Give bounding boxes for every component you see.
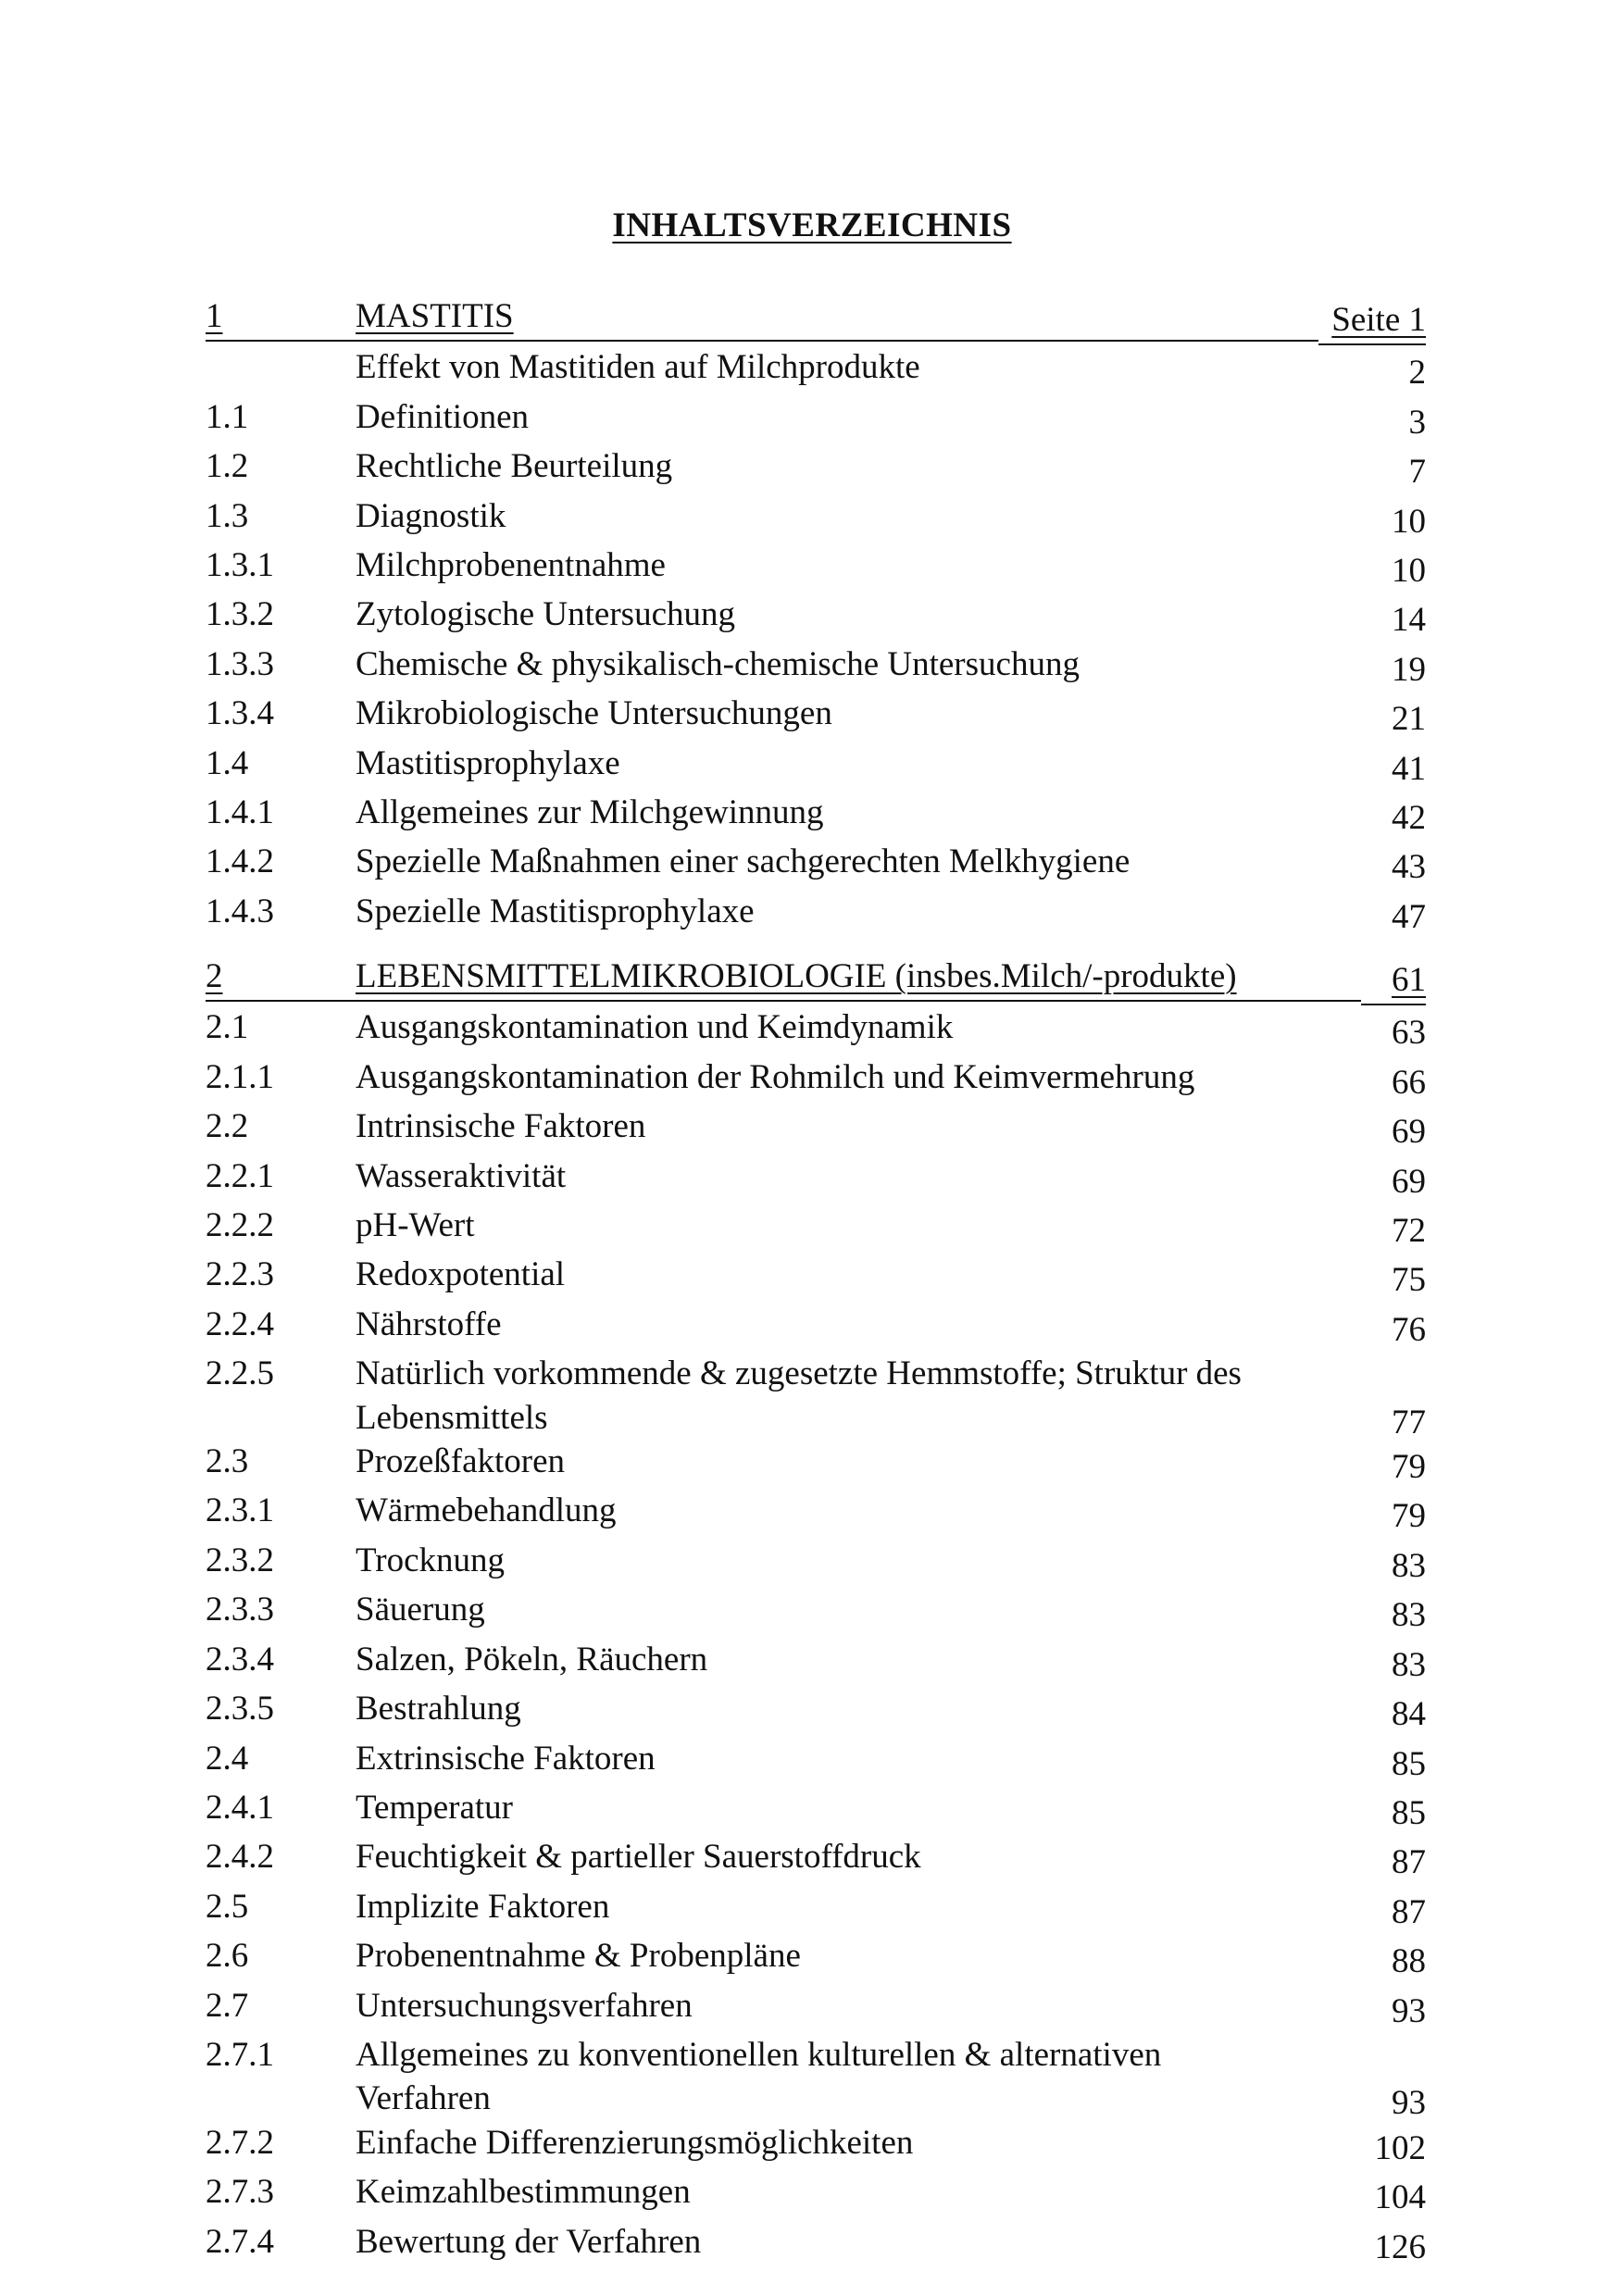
toc-entry-title — [356, 345, 1352, 389]
toc-entry-number: 2.2.3 — [206, 1255, 274, 1294]
toc-entry-title-line: Wasseraktivität — [356, 1156, 567, 1195]
toc-entry-page: 19 — [1392, 650, 1426, 689]
toc-entry-title-line: Verfahren — [356, 2079, 491, 2118]
toc-entry-title-line: Keimzahlbestimmungen — [356, 2173, 691, 2212]
toc-entry-title-line: Probenentnahme & Probenpläne — [356, 1937, 801, 1976]
toc-entry — [206, 543, 1426, 593]
toc-entry-page: 2 — [1408, 354, 1426, 393]
toc-entry-page: 63 — [1392, 1014, 1426, 1053]
toc-entry-number: 1.4.1 — [206, 793, 274, 832]
toc-entry-title — [356, 1885, 1352, 1928]
toc-entry-title — [356, 395, 1352, 439]
toc-entry-number: 2.1 — [206, 1008, 249, 1047]
toc-entry-page: 79 — [1392, 1497, 1426, 1536]
toc-entry-title — [356, 1835, 1352, 1878]
toc-entry-title — [356, 543, 1352, 587]
toc-entry-page: 83 — [1392, 1596, 1426, 1635]
toc-entry-title-line: Nährstoffe — [356, 1304, 502, 1343]
toc-entry — [206, 1588, 1426, 1637]
toc-entry-title-line: Definitionen — [356, 397, 530, 436]
toc-section-title: LEBENSMITTELMIKROBIOLOGIE (insbes.Milch/-produkte) — [356, 955, 1361, 1002]
toc-entry-page: 126 — [1374, 2227, 1426, 2266]
toc-entry-number: 1.3.1 — [206, 546, 274, 585]
toc-entry-number: 2.2 — [206, 1107, 249, 1146]
toc-entry-page: 85 — [1392, 1744, 1426, 1783]
toc-entry-title — [356, 2220, 1352, 2264]
toc-entry-page: 83 — [1392, 1645, 1426, 1684]
toc-entry-number: 2.2.5 — [206, 1354, 274, 1393]
toc-entry-number: 2.2.4 — [206, 1304, 274, 1343]
toc-entry-title-line: Mastitisprophylaxe — [356, 743, 620, 782]
toc-entries — [206, 345, 1426, 939]
toc-entry-page: 41 — [1392, 749, 1426, 788]
toc-entry-title — [356, 2121, 1352, 2165]
toc-entry-number: 2.7.1 — [206, 2035, 274, 2074]
toc-entry-number: 2.4 — [206, 1739, 249, 1778]
toc-entry-title-line: Mikrobiologische Untersuchungen — [356, 694, 832, 733]
toc-entry — [206, 1489, 1426, 1538]
toc-entry-page: 88 — [1392, 1942, 1426, 1981]
toc-entry-title-line: Lebensmittels — [356, 1398, 548, 1437]
toc-entry — [206, 1253, 1426, 1302]
toc-entry — [206, 1984, 1426, 2033]
toc-section-heading — [206, 955, 1426, 1005]
toc-entry-title — [356, 791, 1352, 834]
toc-entry — [206, 395, 1426, 444]
toc-section-mastitis — [206, 294, 1426, 939]
toc-entry — [206, 1104, 1426, 1154]
toc-entry-number: 2.3.5 — [206, 1690, 274, 1728]
toc-entry-title — [356, 444, 1352, 488]
toc-entry-title — [356, 1638, 1352, 1681]
toc-entry-title-line: Prozeßfaktoren — [356, 1442, 566, 1481]
toc-entry — [206, 1303, 1426, 1352]
toc-entry-title-line: Intrinsische Faktoren — [356, 1107, 646, 1146]
toc-entry-number: 2.3.1 — [206, 1491, 274, 1530]
toc-entry-title — [356, 1303, 1352, 1346]
toc-entry-title — [356, 1204, 1352, 1247]
toc-entry-page: 47 — [1392, 897, 1426, 936]
toc-entry-page: 75 — [1392, 1261, 1426, 1300]
toc-entry-title — [356, 593, 1352, 636]
toc-entry-title-line: pH-Wert — [356, 1206, 475, 1245]
toc-entry-title — [356, 1154, 1352, 1198]
toc-entry-number: 1.1 — [206, 397, 249, 436]
toc-entry — [206, 1687, 1426, 1736]
toc-entry-title-line: Chemische & physikalisch-chemische Untersuchung — [356, 644, 1080, 683]
toc-entries — [206, 1005, 1426, 2269]
toc-entry-page: 21 — [1392, 700, 1426, 739]
toc-entry-number: 2.4.1 — [206, 1788, 274, 1827]
toc-entry — [206, 643, 1426, 692]
toc-entry-number: 1.4 — [206, 743, 249, 782]
toc-entry-page: 14 — [1392, 601, 1426, 640]
toc-entry-title-line: Redoxpotential — [356, 1255, 566, 1294]
toc-entry-title-line: Allgemeines zu konventionellen kulturellen & alternativen — [356, 2035, 1162, 2074]
toc-entry-page: 85 — [1392, 1793, 1426, 1832]
toc-entry — [206, 1352, 1426, 1440]
toc-entry-title-line: Bestrahlung — [356, 1690, 521, 1728]
toc-entry-title — [356, 692, 1352, 735]
toc-entry-title — [356, 1539, 1352, 1582]
toc-entry-page: 69 — [1392, 1113, 1426, 1152]
toc-section-page: 61 — [1361, 955, 1426, 1005]
toc-entry-title — [356, 1352, 1352, 1440]
toc-entry — [206, 1885, 1426, 1934]
toc-entry-title — [356, 1055, 1352, 1099]
toc-entry-number: 2.3 — [206, 1442, 249, 1481]
toc-section-page: Seite 1 — [1318, 294, 1426, 345]
toc-entry-title — [356, 1489, 1352, 1532]
toc-entry-title-line: Natürlich vorkommende & zugesetzte Hemmstoffe; Struktur des — [356, 1354, 1242, 1393]
toc-entry-title-line: Implizite Faktoren — [356, 1887, 610, 1926]
toc-entry-title — [356, 742, 1352, 785]
toc-entry-page: 43 — [1392, 848, 1426, 887]
toc-entry-title-line: Säuerung — [356, 1591, 485, 1629]
toc-entry — [206, 1055, 1426, 1104]
toc-entry — [206, 890, 1426, 939]
toc-entry-page: 77 — [1392, 1403, 1426, 1441]
toc-entry-title — [356, 890, 1352, 933]
toc-entry-page: 83 — [1392, 1546, 1426, 1585]
toc-entry-title — [356, 1934, 1352, 1978]
toc-entry — [206, 1154, 1426, 1204]
toc-entry-title — [356, 643, 1352, 686]
toc-entry-title-line: Ausgangskontamination der Rohmilch und Keimvermehrung — [356, 1057, 1195, 1096]
toc-entry-number: 1.3.3 — [206, 644, 274, 683]
toc-entry-page: 10 — [1392, 552, 1426, 591]
toc-entry-title-line: Ausgangskontamination und Keimdynamik — [356, 1008, 954, 1047]
toc-entry — [206, 1835, 1426, 1884]
toc-entry — [206, 2033, 1426, 2121]
toc-entry-page: 10 — [1392, 502, 1426, 541]
toc-entry-number: 1.3 — [206, 496, 249, 535]
toc-entry — [206, 2170, 1426, 2219]
toc-entry-title-line: Trocknung — [356, 1541, 506, 1579]
toc-entry — [206, 2121, 1426, 2170]
toc-entry — [206, 345, 1426, 394]
toc-entry-title-line: Wärmebehandlung — [356, 1491, 617, 1530]
toc-entry — [206, 593, 1426, 642]
toc-entry-page: 93 — [1392, 2084, 1426, 2123]
toc-entry-page: 42 — [1392, 799, 1426, 838]
toc-entry — [206, 1934, 1426, 1983]
toc-entry-page: 87 — [1392, 1892, 1426, 1931]
toc-entry-title-line: Untersuchungsverfahren — [356, 1986, 693, 2025]
toc-entry-title-line: Effekt von Mastitiden auf Milchprodukte — [356, 348, 920, 387]
toc-entry-number: 2.5 — [206, 1887, 249, 1926]
toc-entry-page: 84 — [1392, 1695, 1426, 1734]
toc-entry — [206, 742, 1426, 791]
toc-entry-page: 3 — [1408, 403, 1426, 442]
toc-entry — [206, 840, 1426, 889]
toc-section-number: 1 — [206, 294, 356, 342]
toc-entry-number: 2.1.1 — [206, 1057, 274, 1096]
toc-entry-title — [356, 1253, 1352, 1296]
toc-entry-page: 66 — [1392, 1063, 1426, 1102]
toc-entry-number: 1.2 — [206, 447, 249, 486]
toc-entry — [206, 1005, 1426, 1054]
toc-entry-title — [356, 1588, 1352, 1631]
toc-entry-title-line: Bewertung der Verfahren — [356, 2222, 702, 2261]
toc-entry-title — [356, 1104, 1352, 1148]
toc-entry-page: 93 — [1392, 1991, 1426, 2030]
toc-entry — [206, 494, 1426, 543]
toc-entry-number: 2.2.2 — [206, 1206, 274, 1245]
toc-entry-page: 104 — [1374, 2178, 1426, 2217]
toc-entry — [206, 1786, 1426, 1835]
toc-entry-number: 2.3.4 — [206, 1640, 274, 1678]
toc-entry-number: 1.4.2 — [206, 842, 274, 881]
toc-section-lebensmittelmikrobiologie — [206, 955, 1426, 2269]
toc-entry-title — [356, 1984, 1352, 2028]
toc-entry — [206, 1204, 1426, 1253]
toc-entry-page: 72 — [1392, 1212, 1426, 1251]
toc-entry — [206, 1539, 1426, 1588]
toc-entry-title — [356, 1440, 1352, 1483]
toc-entry — [206, 444, 1426, 493]
toc-entry-title — [356, 2170, 1352, 2214]
toc-entry-title-line: Diagnostik — [356, 496, 506, 535]
toc-entry-title — [356, 1687, 1352, 1730]
toc-entry-title-line: Salzen, Pökeln, Räuchern — [356, 1640, 708, 1678]
toc-entry-title-line: Feuchtigkeit & partieller Sauerstoffdruck — [356, 1838, 921, 1877]
toc-entry-title — [356, 1786, 1352, 1829]
toc-entry-title — [356, 1005, 1352, 1049]
toc-entry-number: 1.3.2 — [206, 595, 274, 634]
toc-entry — [206, 1638, 1426, 1687]
toc-entry-title — [356, 2033, 1352, 2121]
toc-entry-number: 2.7.3 — [206, 2173, 274, 2212]
toc-entry-title-line: Temperatur — [356, 1788, 513, 1827]
toc-section-number: 2 — [206, 955, 356, 1002]
toc-entry-title — [356, 494, 1352, 538]
toc-entry-title-line: Extrinsische Faktoren — [356, 1739, 656, 1778]
toc-section-title: MASTITIS — [356, 294, 1318, 342]
toc-section-heading — [206, 294, 1426, 345]
toc-entry-title-line: Spezielle Mastitisprophylaxe — [356, 892, 755, 930]
toc-entry-title-line: Allgemeines zur Milchgewinnung — [356, 793, 824, 832]
toc-entry-number: 2.4.2 — [206, 1838, 274, 1877]
toc-entry-number: 2.2.1 — [206, 1156, 274, 1195]
toc-entry-number: 2.3.2 — [206, 1541, 274, 1579]
toc-entry-number: 1.3.4 — [206, 694, 274, 733]
toc-entry-title — [356, 840, 1352, 883]
toc-entry — [206, 791, 1426, 840]
toc-entry-title-line: Einfache Differenzierungsmöglichkeiten — [356, 2123, 914, 2162]
toc-entry-number: 1.4.3 — [206, 892, 274, 930]
toc-entry-page: 79 — [1392, 1448, 1426, 1487]
toc-entry-page: 87 — [1392, 1843, 1426, 1882]
toc-entry-title-line: Rechtliche Beurteilung — [356, 447, 673, 486]
toc-entry-number: 2.3.3 — [206, 1591, 274, 1629]
toc-entry-page: 76 — [1392, 1310, 1426, 1349]
toc-entry-title-line: Spezielle Maßnahmen einer sachgerechten Melkhygiene — [356, 842, 1131, 881]
toc-entry-page: 7 — [1408, 453, 1426, 492]
toc-entry-page: 102 — [1374, 2128, 1426, 2167]
toc-entry-number: 2.7.4 — [206, 2222, 274, 2261]
toc-entry-page: 69 — [1392, 1162, 1426, 1201]
toc-entry-title-line: Milchprobenentnahme — [356, 546, 666, 585]
toc-entry-title-line: Zytologische Untersuchung — [356, 595, 735, 634]
toc-entry — [206, 692, 1426, 741]
toc-entry-number: 2.6 — [206, 1937, 249, 1976]
toc-entry-title — [356, 1737, 1352, 1780]
toc-entry — [206, 1440, 1426, 1489]
page-title: INHALTSVERZEICHNIS — [612, 206, 1012, 244]
toc-entry — [206, 1737, 1426, 1786]
toc-entry — [206, 2220, 1426, 2269]
toc-entry-number: 2.7 — [206, 1986, 249, 2025]
toc-entry-number: 2.7.2 — [206, 2123, 274, 2162]
